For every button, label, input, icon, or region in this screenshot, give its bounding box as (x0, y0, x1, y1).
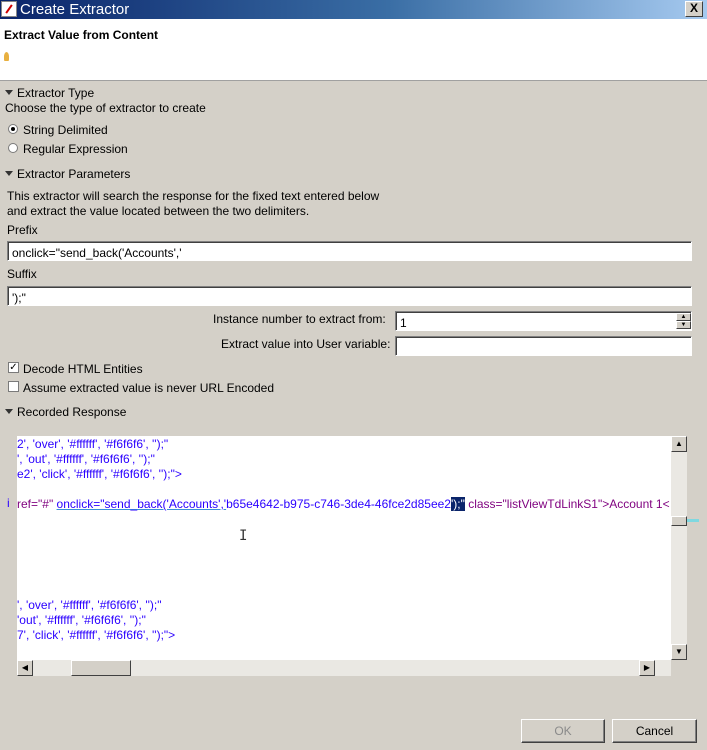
response-vertical-scrollbar[interactable] (671, 436, 687, 660)
response-line: ', 'out', '#ffffff', '#f6f6f6', '');" (17, 452, 155, 466)
extractor-type-description: Choose the type of extractor to create (5, 101, 206, 115)
suffix-label: Suffix (7, 267, 37, 281)
decode-html-checkbox[interactable]: ✓ (9, 362, 18, 373)
radio-regular-expression[interactable] (8, 143, 18, 153)
radio-regular-expression-label[interactable]: Regular Expression (23, 142, 128, 156)
dialog-header (0, 19, 707, 81)
cancel-button[interactable]: Cancel (612, 719, 697, 743)
response-line: ', 'over', '#ffffff', '#f6f6f6', '');" (17, 598, 162, 612)
prefix-label: Prefix (7, 223, 38, 237)
section-label: Extractor Parameters (17, 167, 131, 181)
prefix-field[interactable] (7, 241, 692, 261)
user-variable-field[interactable] (395, 336, 692, 356)
response-line: 7', 'click', '#ffffff', '#f6f6f6', '');"> (17, 628, 176, 642)
response-suffix-match: ');" (450, 497, 465, 511)
horizontal-scroll-thumb[interactable] (71, 660, 131, 676)
expand-triangle-icon (5, 171, 13, 176)
radio-string-delimited[interactable] (8, 124, 18, 134)
expand-triangle-icon (5, 409, 13, 414)
ok-button[interactable]: OK (521, 719, 605, 743)
gutter-marker: i (7, 496, 10, 510)
never-url-encoded-checkbox[interactable] (8, 381, 19, 392)
section-label: Extractor Type (17, 86, 95, 100)
dialog-heading: Extract Value from Content (4, 28, 159, 42)
spin-down-icon[interactable]: ▼ (676, 321, 691, 329)
text-cursor-icon: I (239, 528, 248, 544)
app-icon (1, 1, 17, 17)
scroll-position-marker (687, 519, 699, 522)
scroll-left-icon[interactable]: ◀ (17, 660, 33, 676)
response-prefix-match: onclick="send_back('Accounts',' (56, 497, 227, 511)
close-button[interactable]: X (685, 1, 703, 17)
recorded-response-view[interactable] (17, 436, 687, 660)
section-extractor-parameters[interactable] (5, 167, 130, 181)
instance-number-spinner[interactable] (395, 311, 692, 331)
never-url-encoded-label[interactable]: Assume extracted value is never URL Encoded (23, 381, 275, 395)
window-title: Create Extractor (20, 1, 130, 18)
response-line: 2', 'over', '#ffffff', '#f6f6f6', '');" (17, 437, 169, 451)
suffix-field[interactable] (7, 286, 692, 306)
response-line: 'out', '#ffffff', '#f6f6f6', '');" (17, 613, 146, 627)
params-description-line2: and extract the value located between the two delimiters. (7, 204, 310, 218)
user-variable-label: Extract value into User variable: (221, 337, 391, 351)
vertical-scroll-thumb[interactable] (671, 516, 687, 526)
decode-html-label[interactable]: Decode HTML Entities (23, 362, 143, 376)
spin-up-icon[interactable]: ▲ (676, 313, 691, 321)
response-segment: class="listViewTdLinkS1">Account 1< (464, 497, 670, 511)
params-description-line1: This extractor will search the response for the fixed text entered below (7, 189, 380, 203)
response-extracted-value: b65e4642-b975-c746-3de4-46fce2d85ee2 (226, 497, 451, 511)
section-recorded-response[interactable] (5, 405, 126, 419)
response-main-line (17, 497, 670, 511)
response-line: e2', 'click', '#ffffff', '#f6f6f6', '');"> (17, 467, 182, 481)
section-label: Recorded Response (17, 405, 127, 419)
section-extractor-type[interactable] (5, 86, 94, 100)
instance-number-label: Instance number to extract from: (213, 312, 386, 326)
response-gutter (0, 436, 17, 680)
scroll-right-icon[interactable]: ▶ (639, 660, 655, 676)
response-horizontal-scrollbar[interactable] (17, 660, 671, 676)
response-segment: ref="#" (17, 497, 57, 511)
scroll-up-icon[interactable]: ▲ (671, 436, 687, 452)
hint-icon (4, 52, 9, 61)
expand-triangle-icon (5, 90, 13, 95)
window-titlebar (0, 0, 707, 19)
scroll-down-icon[interactable]: ▼ (671, 644, 687, 660)
radio-string-delimited-label[interactable]: String Delimited (23, 123, 108, 137)
instance-number-field[interactable] (395, 311, 692, 331)
